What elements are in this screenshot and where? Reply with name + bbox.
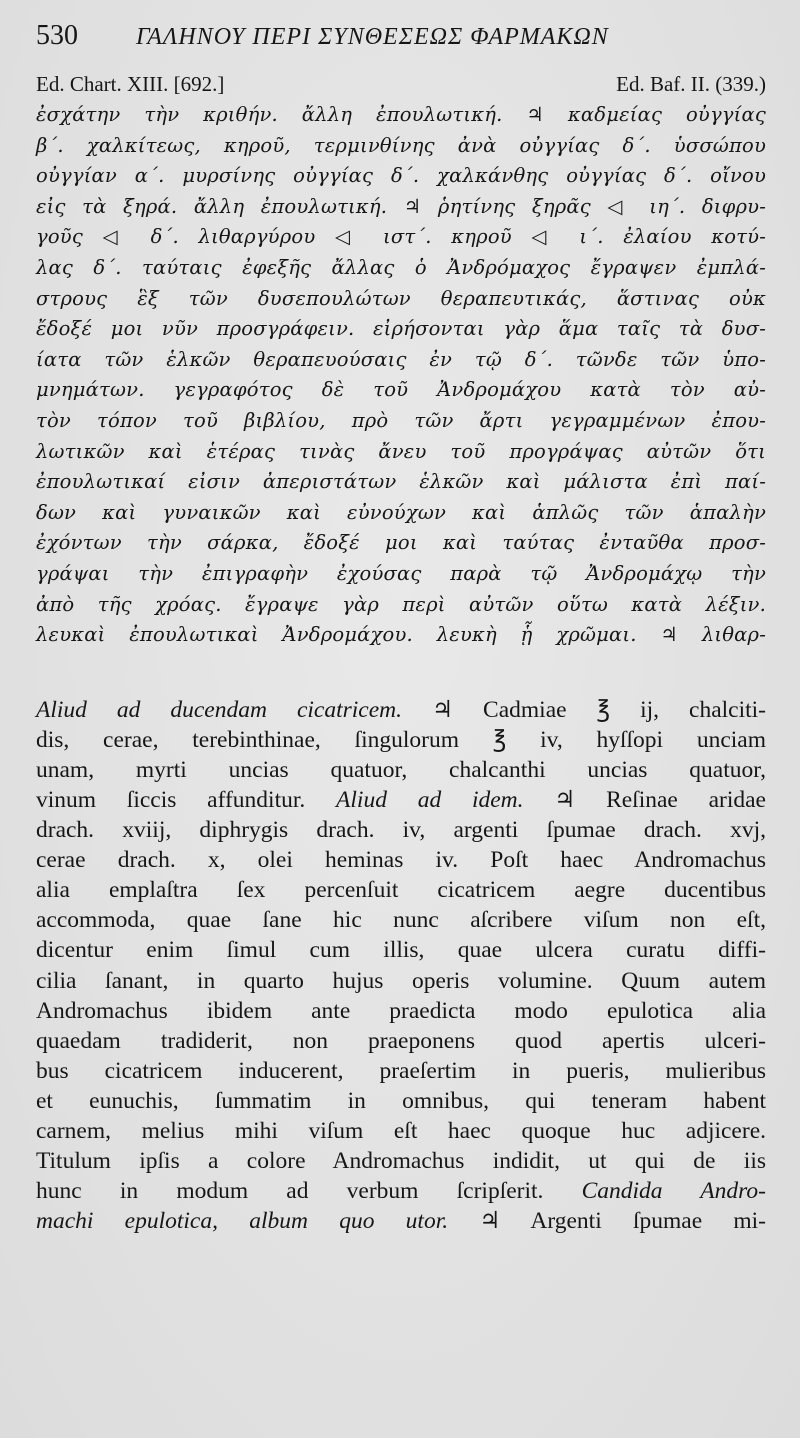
latin-text-segment: unam, myrti uncias quatuor, chalcanthi uncias quatuor, [36,756,766,783]
latin-text-line [36,905,766,935]
greek-text-line: στρους ἓξ τῶν δυσεπουλώτων θεραπευτικάς, ἅστινας οὐκ [36,286,766,310]
greek-text-line: οὐγγίαν α΄. μυρσίνης οὐγγίας δ΄. χαλκάνθης οὐγγίας δ΄. οἴνου [36,164,766,188]
latin-text-line [36,966,766,996]
latin-text-line [36,875,766,905]
running-title: ΓΑΛΗΝΟΥ ΠΕΡΙ ΣΥΝΘΕΣΕΩΣ ΦΑΡΜΑΚΩΝ [136,24,609,50]
latin-text-segment: drach. xviij, diphrygis drach. iv, argenti ſpumae drach. xvj, [36,817,766,844]
greek-text-line: ἐσχάτην τὴν κριθήν. ἄλλη ἐπουλωτική. ♃ καδμείας οὐγγίας [36,103,766,126]
edition-basel-ref: Ed. Baf. II. (339.) [616,72,766,96]
edition-chartier-ref: Ed. Chart. XIII. [692.] [36,72,225,96]
book-page [36,20,766,1236]
latin-text-line [36,755,766,785]
latin-text-line [36,1026,766,1056]
latin-text-segment: vinum ſiccis affunditur. [36,786,337,813]
latin-translation-block [36,695,766,1237]
greek-text-line: γράψαι τὴν ἐπιγραφὴν ἐχούσας παρὰ τῷ Ἀνδρομάχῳ τὴν [36,561,766,585]
latin-text-segment: hunc in modum ad verbum ſcripſerit. [36,1178,582,1205]
greek-text-line: εἰς τὰ ξηρά. ἄλλη ἐπουλωτική. ♃ ῥητίνης ξηρᾶς ◁ ιη΄. διφρυ- [36,194,766,218]
latin-text-line [36,725,766,755]
greek-text-line: ἐπουλωτικαί εἰσιν ἀπεριστάτων ἑλκῶν καὶ μάλιστα ἐπὶ παί- [36,470,766,494]
latin-text-line [36,935,766,965]
latin-text-line [36,785,766,815]
latin-italic-heading: Aliud ad idem. [336,786,524,813]
latin-text-segment: et eunuchis, ſummatim in omnibus, qui teneram habent [36,1087,766,1114]
latin-text-segment: alia emplaſtra ſex percenſuit cicatricem aegre ducentibus [36,877,766,904]
edition-reference-line [36,70,766,98]
latin-text-segment: Andromachus ibidem ante praedicta modo epulotica alia [36,997,766,1024]
greek-text-line: ίατα τῶν ἑλκῶν θεραπευούσαις ἐν τῷ δ΄. τῶνδε τῶν ὑπο- [36,347,766,371]
latin-text-segment: cerae drach. x, olei heminas iv. Poſt haec Andromachus [36,847,766,874]
latin-text-line [36,1206,766,1236]
latin-italic-heading: machi epulotica, album quo utor. [36,1208,449,1235]
latin-italic-heading: Aliud ad ducendam cicatricem. [36,696,402,723]
latin-text-line [36,1056,766,1086]
latin-italic-heading: Candida Andro- [581,1178,767,1205]
greek-text-line: λωτικῶν καὶ ἑτέρας τινὰς ἄνευ τοῦ προγράψας αὐτῶν ὅτι [36,439,766,463]
latin-text-line [36,1086,766,1116]
section-divider-space [36,651,766,691]
running-head [36,20,766,70]
latin-text-segment: carnem, melius mihi viſum eſt haec quoque huc adjicere. [36,1118,766,1144]
greek-text-line: δων καὶ γυναικῶν καὶ εὐνούχων καὶ ἁπλῶς τῶν ἁπαλὴν [36,500,766,524]
latin-text-segment: ♃ Cadmiae ℥ ij, chalciti- [402,696,766,723]
latin-text-segment: ♃ Reſinae aridae [523,786,766,813]
greek-text-line: ἐχόντων τὴν σάρκα, ἔδοξέ μοι καὶ ταύτας ἐνταῦθα προσ- [36,531,766,555]
greek-text-line: β΄. χαλκίτεως, κηροῦ, τερμινθίνης ἀνὰ οὐγγίας δ΄. ὑσσώπου [36,133,766,157]
latin-text-segment: bus cicatricem inducerent, praeſertim in pueris, mulieribus [36,1057,766,1084]
latin-text-segment: quaedam tradiderit, non praeponens quod apertis ulceri- [36,1027,766,1054]
page-number: 530 [36,20,78,51]
latin-text-segment: cilia ſanant, in quarto hujus operis volumine. Quum autem [36,967,766,994]
greek-text-line: ἀπὸ τῆς χρόας. ἔγραψε γὰρ περὶ αὐτῶν οὕτω κατὰ λέξιν. [36,592,766,616]
greek-text-line: τὸν τόπον τοῦ βιβλίου, πρὸ τῶν ἄρτι γεγραμμένων ἐπου- [36,408,766,432]
latin-text-segment: Titulum ipſis a colore Andromachus indidit, ut qui de iis [36,1148,766,1175]
greek-text-line: γοῦς ◁ δ΄. λιθαργύρου ◁ ιστ΄. κηροῦ ◁ ι΄. ἐλαίου κοτύ- [36,225,766,249]
latin-text-line [36,1146,766,1176]
latin-text-line [36,1176,766,1206]
greek-text-line: λευκαὶ ἐπουλωτικαὶ Ἀνδρομάχου. λευκὴ ᾗ χρῶμαι. ♃ λιθαρ- [36,623,766,647]
latin-text-line [36,996,766,1026]
latin-text-segment: ♃ Argenti ſpumae mi- [448,1208,767,1235]
latin-text-segment: accommoda, quae ſane hic nunc aſcribere viſum non eſt, [36,907,766,934]
greek-text-line: ἔδοξέ μοι νῦν προσγράφειν. εἰρήσονται γὰρ ἅμα ταῖς τὰ δυσ- [36,317,766,341]
latin-text-line [36,845,766,875]
latin-text-line [36,695,766,725]
latin-text-segment: dicentur enim ſimul cum illis, quae ulcera curatu diffi- [36,937,766,964]
greek-text-line: λας δ΄. ταύταις ἐφεξῆς ἄλλας ὁ Ἀνδρόμαχος ἔγραψεν ἐμπλά- [36,255,766,279]
greek-text-block [36,100,766,651]
latin-text-line [36,1116,766,1146]
latin-text-segment: dis, cerae, terebinthinae, ſingulorum ℥ iv, hyſſopi unciam [36,726,766,753]
greek-text-line: μνημάτων. γεγραφότος δὲ τοῦ Ἀνδρομάχου κατὰ τὸν αὐ- [36,378,766,402]
latin-text-line [36,815,766,845]
